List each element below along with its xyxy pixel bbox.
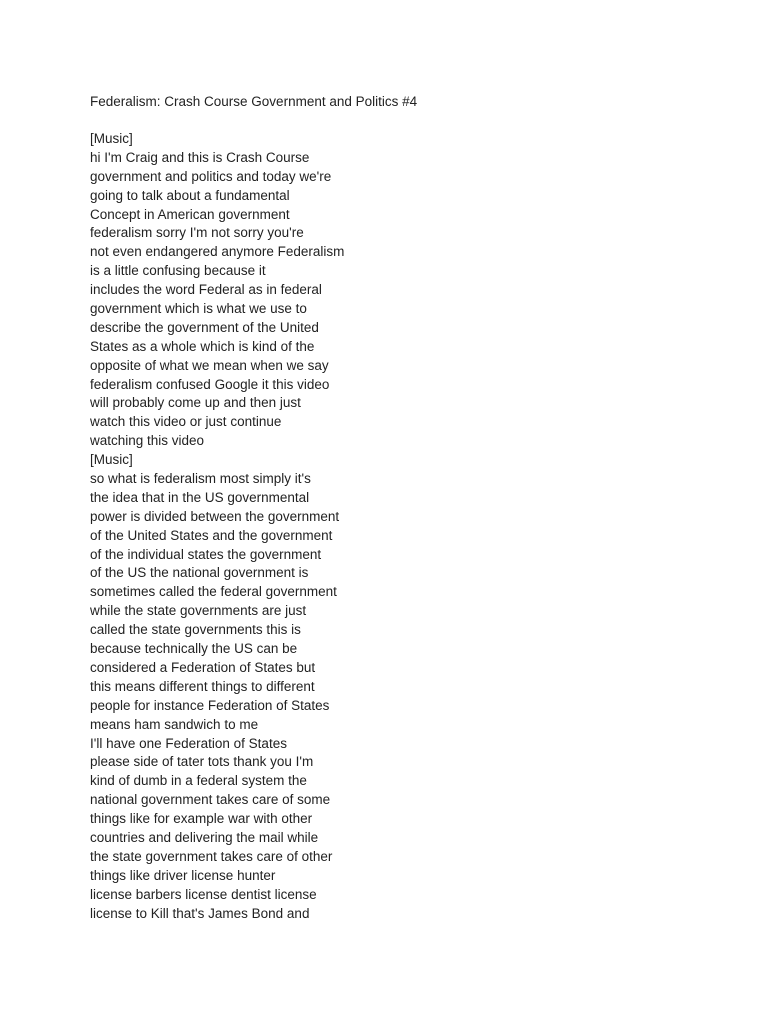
transcript-line: means ham sandwich to me [90,716,259,732]
transcript-line: of the US the national government is [90,565,309,581]
transcript-line: considered a Federation of States but [90,659,316,675]
transcript-line: sometimes called the federal government [90,584,337,600]
transcript-line: kind of dumb in a federal system the [90,773,307,789]
transcript-line: federalism sorry I'm not sorry you're [90,225,304,241]
transcript-line: this means different things to different [90,678,315,694]
transcript-line: called the state governments this is [90,622,301,638]
transcript-line: countries and delivering the mail while [90,829,319,845]
transcript-line: government and politics and today we're [90,168,332,184]
transcript-line: the idea that in the US governmental [90,489,310,505]
transcript-line: I'll have one Federation of States [90,735,287,751]
transcript-line: watch this video or just continue [90,414,282,430]
transcript-line: people for instance Federation of States [90,697,330,713]
transcript-line: not even endangered anymore Federalism [90,244,345,260]
transcript-line: please side of tater tots thank you I'm [90,754,314,770]
transcript-line: license barbers license dentist license [90,886,317,902]
transcript-line: things like for example war with other [90,811,313,827]
transcript-line: national government takes care of some [90,792,331,808]
transcript-line: is a little confusing because it [90,263,266,279]
transcript-line: [Music] [90,452,133,468]
transcript-line: because technically the US can be [90,641,298,657]
transcript-line: license to Kill that's James Bond and [90,905,310,921]
transcript-line: [Music] [90,131,133,146]
transcript-line: watching this video [90,433,205,449]
document-title: Federalism: Crash Course Government and Politics #4 [90,94,418,109]
transcript-line: describe the government of the United [90,319,319,335]
transcript-line: Concept in American government [90,206,290,222]
transcript-line: things like driver license hunter [90,867,276,883]
transcript-line: includes the word Federal as in federal [90,282,322,298]
transcript-line: of the United States and the government [90,527,333,543]
transcript-line: power is divided between the government [90,508,340,524]
transcript-line: States as a whole which is kind of the [90,338,315,354]
transcript-line: so what is federalism most simply it's [90,471,311,487]
transcript-line: government which is what we use to [90,301,307,317]
transcript-line: of the individual states the government [90,546,322,562]
transcript-line: opposite of what we mean when we say [90,357,329,373]
transcript-line: federalism confused Google it this video [90,376,330,392]
transcript-line: hi I'm Craig and this is Crash Course [90,149,310,165]
transcript-line: going to talk about a fundamental [90,187,290,203]
transcript-line: while the state governments are just [90,603,307,619]
transcript-line: the state government takes care of other [90,848,333,864]
transcript-body [90,130,510,923]
transcript-line: will probably come up and then just [90,395,301,411]
